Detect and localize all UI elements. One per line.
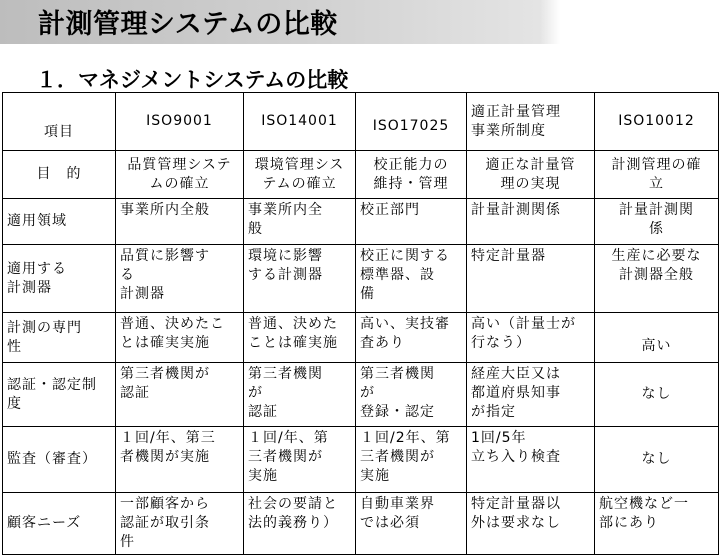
table-cell: 校正部門 <box>356 199 467 245</box>
row-label-purpose: 目 的 <box>3 151 116 199</box>
row-label-instruments: 適用する 計測器 <box>3 245 116 313</box>
table-cell: 計量計測関 係 <box>595 199 719 245</box>
row-label-customer-needs: 顧客ニーズ <box>3 493 116 555</box>
table-cell: 事業所内全 般 <box>244 199 356 245</box>
comparison-table <box>2 92 719 555</box>
table-cell: 経産大臣又は 都道府県知事 が指定 <box>467 363 595 427</box>
table-cell: 航空機など一 部にあり <box>595 493 719 555</box>
table-cell: 普通、決めたこ とは確実実施 <box>116 313 244 363</box>
row-label-scope: 適用領域 <box>3 199 116 245</box>
row-label-expertise: 計測の専門 性 <box>3 313 116 363</box>
table-row <box>3 313 719 363</box>
table-cell: 計量計測関係 <box>467 199 595 245</box>
table-cell: 一部顧客から 認証が取引条 件 <box>116 493 244 555</box>
table-cell: 計測管理の確 立 <box>595 151 719 199</box>
table-cell: 環境に影響 する計測器 <box>244 245 356 313</box>
table-cell: 環境管理シス テムの確立 <box>244 151 356 199</box>
table-cell: 校正能力の 維持・管理 <box>356 151 467 199</box>
table-cell: なし <box>595 427 719 493</box>
table-cell: 普通、決めた ことは確実施 <box>244 313 356 363</box>
slide-title: 計測管理システムの比較 <box>38 9 338 40</box>
table-cell: 社会の要請と 法的義務り） <box>244 493 356 555</box>
table-cell: 高い <box>595 313 719 363</box>
table-row <box>3 199 719 245</box>
header-row <box>3 93 719 151</box>
header-cell-iso14001: ISO14001 <box>244 93 356 151</box>
table-cell: 適正な計量管 理の実現 <box>467 151 595 199</box>
table-cell: 高い、実技審 査あり <box>356 313 467 363</box>
header-cell-item: 項目 <box>3 93 116 151</box>
table-cell: １回/年、第三 者機関が実施 <box>116 427 244 493</box>
table-row <box>3 493 719 555</box>
table-cell: １回/2年、第 三者機関が 実施 <box>356 427 467 493</box>
table-row <box>3 245 719 313</box>
table-row <box>3 363 719 427</box>
table-row <box>3 151 719 199</box>
table-cell: 特定計量器以 外は要求なし <box>467 493 595 555</box>
header-cell-iso10012: ISO10012 <box>595 93 719 151</box>
table-cell: 第三者機関 が 登録・認定 <box>356 363 467 427</box>
row-label-certification: 認証・認定制 度 <box>3 363 116 427</box>
table-cell: 1回/5年 立ち入り検査 <box>467 427 595 493</box>
table-cell: 生産に必要な 計測器全般 <box>595 245 719 313</box>
table-row <box>3 427 719 493</box>
table-cell: 第三者機関 が 認証 <box>244 363 356 427</box>
header-cell-proper-measurement: 適正計量管理 事業所制度 <box>467 93 595 151</box>
table-cell: 品質管理システ ムの確立 <box>116 151 244 199</box>
table-cell: 第三者機関が 認証 <box>116 363 244 427</box>
table-cell: 校正に関する 標準器、設 備 <box>356 245 467 313</box>
table-cell: 事業所内全般 <box>116 199 244 245</box>
row-label-audit: 監査（審査） <box>3 427 116 493</box>
section-heading: １．マネジメントシステムの比較 <box>36 68 349 92</box>
header-cell-iso9001: ISO9001 <box>116 93 244 151</box>
table-cell: 高い（計量士が 行なう） <box>467 313 595 363</box>
table-cell: なし <box>595 363 719 427</box>
header-cell-iso17025: ISO17025 <box>356 93 467 151</box>
table-cell: 品質に影響す る 計測器 <box>116 245 244 313</box>
table-cell: 自動車業界 では必須 <box>356 493 467 555</box>
table-cell: １回/年、第 三者機関が 実施 <box>244 427 356 493</box>
table-cell: 特定計量器 <box>467 245 595 313</box>
